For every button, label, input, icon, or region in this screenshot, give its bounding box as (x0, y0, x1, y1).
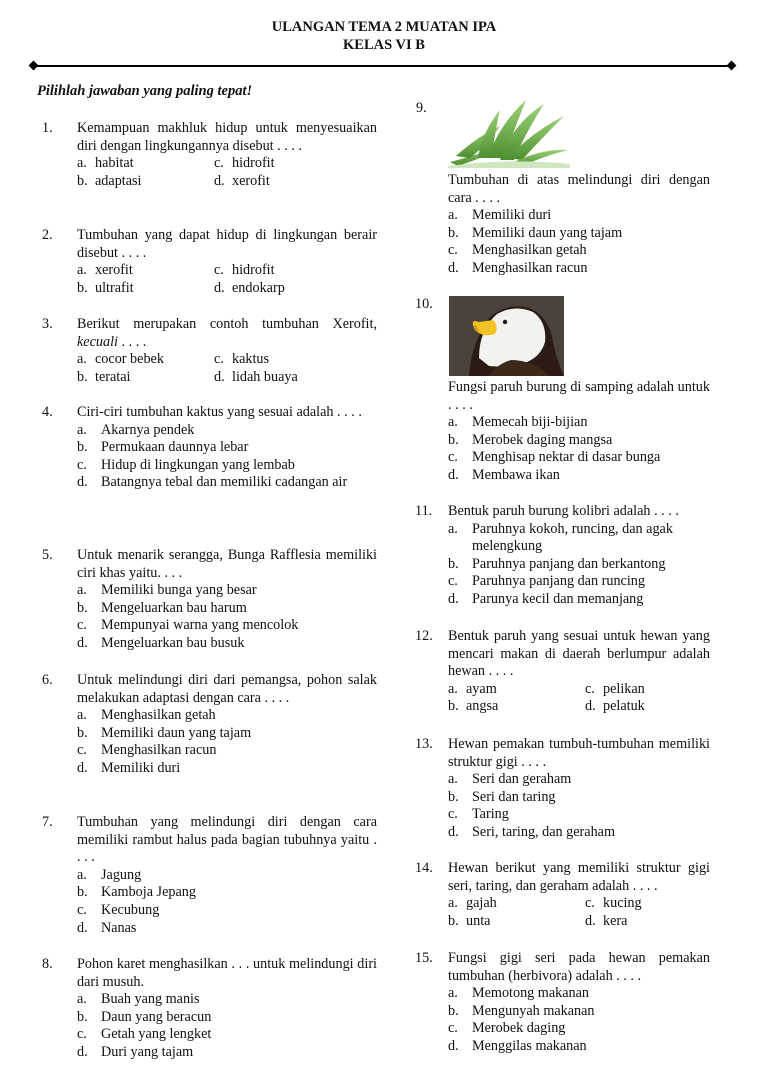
option-b: unta (466, 912, 491, 929)
option-d: d. Memiliki duri (77, 759, 181, 776)
aloe-plant-icon (448, 96, 570, 168)
question-12 (415, 628, 710, 716)
question-number: 14. (415, 860, 433, 876)
option-c: c. Hidup di lingkungan yang lembab (77, 456, 295, 473)
eagle-image (449, 296, 564, 376)
option-letter: c. (585, 895, 595, 912)
option-letter: a. (448, 680, 458, 697)
option-d: d. Membawa ikan (448, 466, 560, 483)
option-letter: b. (77, 279, 88, 296)
question-stem: Pohon karet menghasilkan . . . untuk melindungi diri dari musuh. (77, 956, 377, 990)
rule-end-right (727, 61, 737, 71)
question-stem: Tumbuhan yang dapat hidup di lingkungan berair disebut . . . . (77, 227, 377, 261)
question-9-body (448, 172, 710, 278)
question-number: 11. (415, 503, 433, 519)
option-letter: c. (214, 262, 224, 279)
question-7 (42, 814, 377, 937)
option-c: c. Menghasilkan racun (77, 742, 217, 759)
option-d: d. Menghasilkan racun (448, 259, 588, 276)
question-4 (42, 404, 377, 492)
option-letter: d. (214, 368, 225, 385)
option-b: b. Mengunyah makanan (448, 1002, 595, 1019)
options-row (448, 913, 710, 931)
option-letter: b. (77, 368, 88, 385)
header-divider (34, 65, 734, 67)
option-d: pelatuk (603, 698, 645, 715)
option-b: ultrafit (95, 279, 134, 296)
option-c: c. Merobek daging (448, 1020, 566, 1037)
question-number: 12. (415, 628, 433, 644)
option-c: c. Paruhnya panjang dan runcing (448, 573, 645, 590)
option-letter: d. (214, 172, 225, 189)
question-stem: Kemampuan makhluk hidup untuk menyesuaikan diri dengan lingkungannya disebut . . . . (77, 120, 377, 154)
question-number: 6. (42, 672, 53, 688)
option-d: d. Parunya kecil dan memanjang (448, 590, 644, 607)
option-letter: a. (77, 155, 87, 172)
option-a: a. Paruhnya kokoh, runcing, dan agak melengkung (448, 520, 673, 555)
option-d: d. Duri yang tajam (77, 1043, 194, 1060)
option-d: endokarp (232, 279, 285, 296)
option-b: b. Mengeluarkan bau harum (77, 599, 247, 616)
document-title: ULANGAN TEMA 2 MUATAN IPA (271, 19, 497, 35)
option-letter: c. (214, 351, 224, 368)
option-letter: a. (77, 351, 87, 368)
question-stem: Bentuk paruh burung kolibri adalah . . . . (448, 503, 679, 519)
question-number: 1. (42, 120, 53, 136)
question-number: 15. (415, 950, 433, 966)
instruction: Pilihlah jawaban yang paling tepat! (37, 83, 253, 99)
option-c: c. Taring (448, 806, 509, 823)
option-letter: d. (585, 698, 596, 715)
question-1 (42, 120, 377, 190)
option-a: gajah (466, 895, 497, 912)
options-row (77, 280, 377, 298)
options-row (448, 895, 710, 913)
option-letter: d. (214, 279, 225, 296)
options-row (77, 262, 377, 280)
option-c: kaktus (232, 351, 270, 368)
options-row (77, 351, 377, 369)
option-c: hidrofit (232, 155, 275, 172)
question-stem: Hewan pemakan tumbuh-tumbuhan memiliki struktur gigi . . . . (448, 736, 710, 770)
option-b: adaptasi (95, 172, 142, 189)
question-2 (42, 227, 377, 297)
option-b: b. Daun yang beracun (77, 1008, 212, 1025)
option-d: d. Mengeluarkan bau busuk (77, 634, 245, 651)
options-row (448, 698, 710, 716)
option-b: b. Memiliki daun yang tajam (448, 224, 623, 241)
option-c: c. Mempunyai warna yang mencolok (77, 617, 299, 634)
option-b: b. Merobek daging mangsa (448, 431, 613, 448)
option-c: c. Menghasilkan getah (448, 242, 587, 259)
option-a: habitat (95, 155, 134, 172)
option-d: lidah buaya (232, 368, 298, 385)
option-letter: c. (214, 155, 224, 172)
option-a: a. Memiliki bunga yang besar (77, 582, 257, 599)
option-b: angsa (466, 698, 499, 715)
option-b: b. Seri dan taring (448, 788, 556, 805)
option-d: d. Menggilas makanan (448, 1037, 587, 1054)
option-letter: c. (585, 680, 595, 697)
option-b: b. Paruhnya panjang dan berkantong (448, 555, 666, 572)
option-letter: b. (448, 912, 459, 929)
option-letter: b. (448, 698, 459, 715)
option-c: c. Kecubung (77, 901, 160, 918)
option-a: a. Jagung (77, 866, 142, 883)
question-14 (415, 860, 710, 930)
question-15 (415, 950, 710, 1056)
option-d: d. Seri, taring, dan geraham (448, 823, 616, 840)
option-a: ayam (466, 680, 497, 697)
question-stem: Tumbuhan yang melindungi diri dengan cara memiliki rambut halus pada bagian tubuhnya yaitu . . . . (77, 814, 377, 866)
option-c: c. Getah yang lengket (77, 1026, 212, 1043)
question-stem: Ciri-ciri tumbuhan kaktus yang sesuai adalah . . . . (77, 404, 362, 420)
question-stem: Untuk menarik serangga, Bunga Rafflesia memiliki ciri khas yaitu. . . . (77, 547, 377, 581)
question-stem: Fungsi gigi seri pada hewan pemakan tumbuhan (herbivora) adalah . . . . (448, 950, 710, 984)
option-d: kera (603, 912, 628, 929)
question-stem: Bentuk paruh yang sesuai untuk hewan yang mencari makan di daerah berlumpur adalah hewan . . . . (448, 628, 710, 680)
question-6 (42, 672, 377, 778)
option-b: teratai (95, 368, 131, 385)
option-a: a. Memecah biji-bijian (448, 414, 588, 431)
question-number: 9. (416, 100, 427, 116)
question-number: 8. (42, 956, 53, 972)
option-a: xerofit (95, 262, 133, 279)
option-a: a. Akarnya pendek (77, 421, 195, 438)
emphasis-word: kecuali (77, 333, 118, 350)
options-row (77, 173, 377, 191)
question-stem: Tumbuhan di atas melindungi diri dengan cara . . . . (448, 172, 710, 206)
eagle-head-icon (449, 296, 564, 376)
option-letter: a. (77, 262, 87, 279)
option-a: cocor bebek (95, 351, 164, 368)
option-c: c. Menghisap nektar di dasar bunga (448, 449, 661, 466)
question-5 (42, 547, 377, 653)
question-number: 3. (42, 316, 53, 332)
question-number: 13. (415, 736, 433, 752)
question-stem: Fungsi paruh burung di samping adalah untuk . . . . (448, 379, 710, 413)
option-letter: d. (585, 912, 596, 929)
document-subtitle: KELAS VI B (343, 37, 425, 53)
option-c: hidrofit (232, 262, 275, 279)
option-a: a. Memotong makanan (448, 985, 590, 1002)
option-a: a. Seri dan geraham (448, 771, 572, 788)
option-letter: b. (77, 172, 88, 189)
question-number: 2. (42, 227, 53, 243)
question-stem: Untuk melindungi diri dari pemangsa, pohon salak melakukan adaptasi dengan cara . . . . (77, 672, 377, 706)
question-number: 7. (42, 814, 53, 830)
option-c: kucing (603, 895, 642, 912)
option-a: a. Menghasilkan getah (77, 707, 216, 724)
question-number: 4. (42, 404, 53, 420)
question-stem: Berikut merupakan contoh tumbuhan Xerofit, kecuali . . . . (77, 316, 377, 350)
option-letter: a. (448, 895, 458, 912)
question-number: 5. (42, 547, 53, 563)
option-c: pelikan (603, 680, 645, 697)
option-b: b. Memiliki daun yang tajam (77, 724, 252, 741)
question-8 (42, 956, 377, 1062)
question-13 (415, 736, 710, 842)
question-3 (42, 316, 377, 386)
option-b: b. Kamboja Jepang (77, 884, 196, 901)
option-d: d. Nanas (77, 919, 137, 936)
option-d: d. Batangnya tebal dan memiliki cadangan air (77, 474, 348, 491)
option-b: b. Permukaan daunnya lebar (77, 439, 249, 456)
option-d: xerofit (232, 172, 270, 189)
question-stem: Hewan berikut yang memiliki struktur gigi seri, taring, dan geraham adalah . . . . (448, 860, 710, 894)
question-number: 10. (415, 296, 433, 312)
option-a: a. Buah yang manis (77, 991, 200, 1008)
question-10-body (448, 379, 710, 485)
aloe-vera-image (448, 96, 570, 168)
question-11 (415, 503, 710, 609)
option-a: a. Memiliki duri (448, 207, 552, 224)
options-row (77, 155, 377, 173)
options-row (77, 369, 377, 387)
options-row (448, 681, 710, 699)
